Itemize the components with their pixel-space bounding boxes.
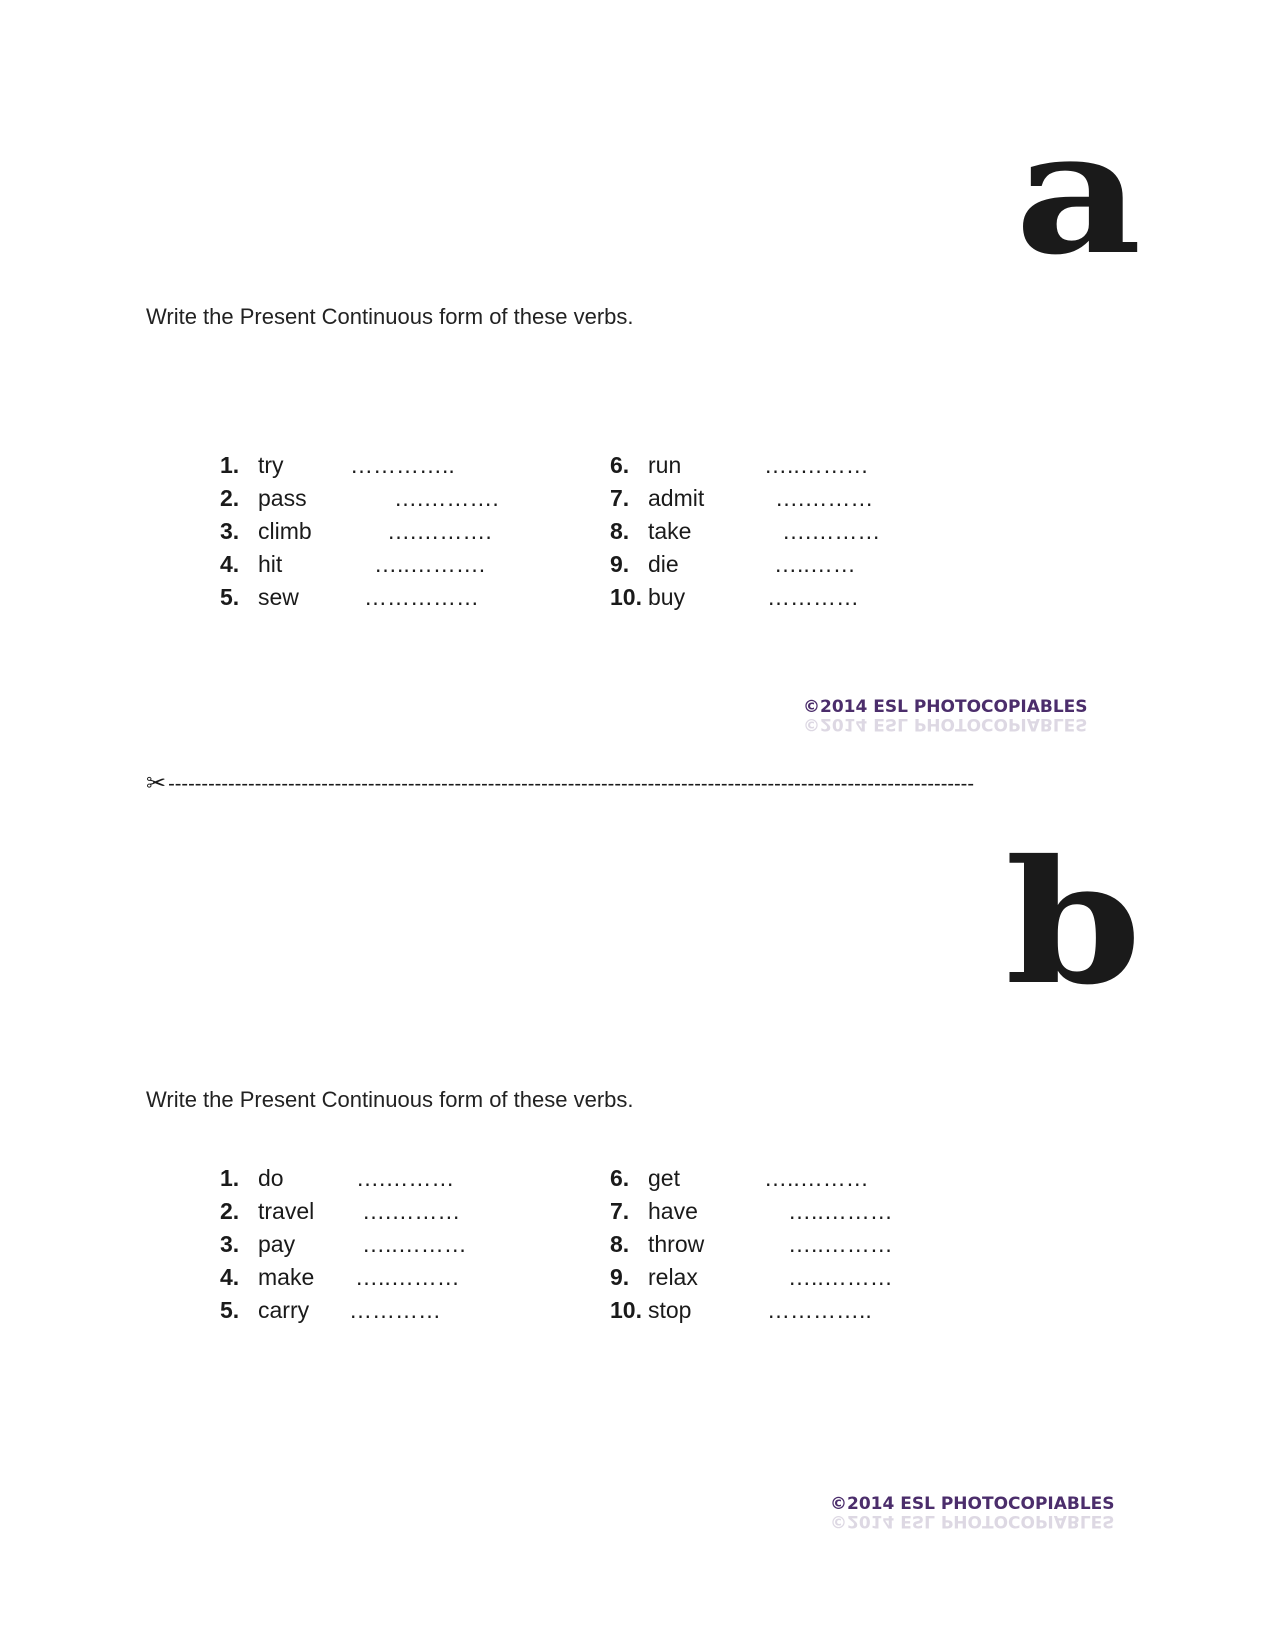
verb-word: stop xyxy=(648,1297,692,1323)
item-number: 5. xyxy=(220,1297,240,1323)
answer-blank[interactable]: ….……… xyxy=(356,1165,455,1191)
verb-word: travel xyxy=(258,1198,315,1224)
item-number: 2. xyxy=(220,485,240,511)
answer-blank[interactable]: ………… xyxy=(767,584,859,610)
item-number: 10. xyxy=(610,1297,642,1323)
item-number: 4. xyxy=(220,1264,240,1290)
item-number: 8. xyxy=(610,518,630,544)
verb-word: pay xyxy=(258,1231,296,1257)
verb-word: take xyxy=(648,518,692,544)
answer-blank[interactable]: …..……… xyxy=(788,1264,893,1290)
verb-word: throw xyxy=(648,1231,705,1257)
item-number: 2. xyxy=(220,1198,240,1224)
answer-blank[interactable]: ………….. xyxy=(350,452,455,478)
answer-blank[interactable]: ….……… xyxy=(775,485,874,511)
item-number: 10. xyxy=(610,584,642,610)
verb-word: carry xyxy=(258,1297,310,1323)
answer-blank[interactable]: …..……… xyxy=(788,1198,893,1224)
section-a-letter: a xyxy=(1015,93,1140,293)
verb-word: try xyxy=(258,452,284,478)
copyright-text: ©2014 ESL PHOTOCOPIABLES xyxy=(830,1494,1115,1514)
verb-word: die xyxy=(648,551,679,577)
answer-blank[interactable]: …..……… xyxy=(764,452,869,478)
copyright-reflection: ©2014 ESL PHOTOCOPIABLES xyxy=(830,1511,1115,1531)
item-number: 9. xyxy=(610,1264,630,1290)
item-number: 5. xyxy=(220,584,240,610)
verb-word: buy xyxy=(648,584,686,610)
verb-word: pass xyxy=(258,485,307,511)
verb-word: get xyxy=(648,1165,680,1191)
item-number: 7. xyxy=(610,485,630,511)
item-number: 3. xyxy=(220,1231,240,1257)
item-number: 6. xyxy=(610,1165,630,1191)
verb-word: sew xyxy=(258,584,299,610)
cut-line xyxy=(146,770,1086,798)
section-a-instruction: Write the Present Continuous form of these verbs. xyxy=(146,304,634,329)
section-b-letter: b xyxy=(1005,823,1140,1023)
answer-blank[interactable]: ………… xyxy=(349,1297,441,1323)
item-number: 9. xyxy=(610,551,630,577)
answer-blank[interactable]: …..…… xyxy=(774,551,856,577)
section-b-copyright xyxy=(830,1494,1115,1531)
answer-blank[interactable]: …..……… xyxy=(362,1231,467,1257)
answer-blank[interactable]: ….………. xyxy=(394,485,499,511)
item-number: 1. xyxy=(220,452,240,478)
answer-blank[interactable]: …..……… xyxy=(764,1165,869,1191)
cut-dashes: ------------------------------------------------------------------------------------------------------------------------- xyxy=(168,773,974,795)
verb-word: admit xyxy=(648,485,705,511)
answer-blank[interactable]: …..……… xyxy=(788,1231,893,1257)
verb-word: climb xyxy=(258,518,312,544)
verb-word: make xyxy=(258,1264,315,1290)
answer-blank[interactable]: ………….. xyxy=(767,1297,872,1323)
answer-blank[interactable]: ….……… xyxy=(362,1198,461,1224)
verb-word: hit xyxy=(258,551,283,577)
section-a-copyright xyxy=(803,697,1088,734)
answer-blank[interactable]: …………… xyxy=(364,584,479,610)
verb-word: run xyxy=(648,452,682,478)
scissors-icon: ✂ xyxy=(146,770,167,797)
verb-word: relax xyxy=(648,1264,698,1290)
item-number: 3. xyxy=(220,518,240,544)
verb-word: do xyxy=(258,1165,284,1191)
item-number: 1. xyxy=(220,1165,240,1191)
verb-word: have xyxy=(648,1198,698,1224)
copyright-reflection: ©2014 ESL PHOTOCOPIABLES xyxy=(803,714,1088,734)
section-b-instruction: Write the Present Continuous form of these verbs. xyxy=(146,1087,634,1112)
item-number: 8. xyxy=(610,1231,630,1257)
answer-blank[interactable]: ….……… xyxy=(782,518,881,544)
copyright-text: ©2014 ESL PHOTOCOPIABLES xyxy=(803,697,1088,717)
item-number: 6. xyxy=(610,452,630,478)
item-number: 4. xyxy=(220,551,240,577)
item-number: 7. xyxy=(610,1198,630,1224)
answer-blank[interactable]: …..………. xyxy=(374,551,486,577)
answer-blank[interactable]: …..……… xyxy=(355,1264,460,1290)
answer-blank[interactable]: ….………. xyxy=(387,518,492,544)
